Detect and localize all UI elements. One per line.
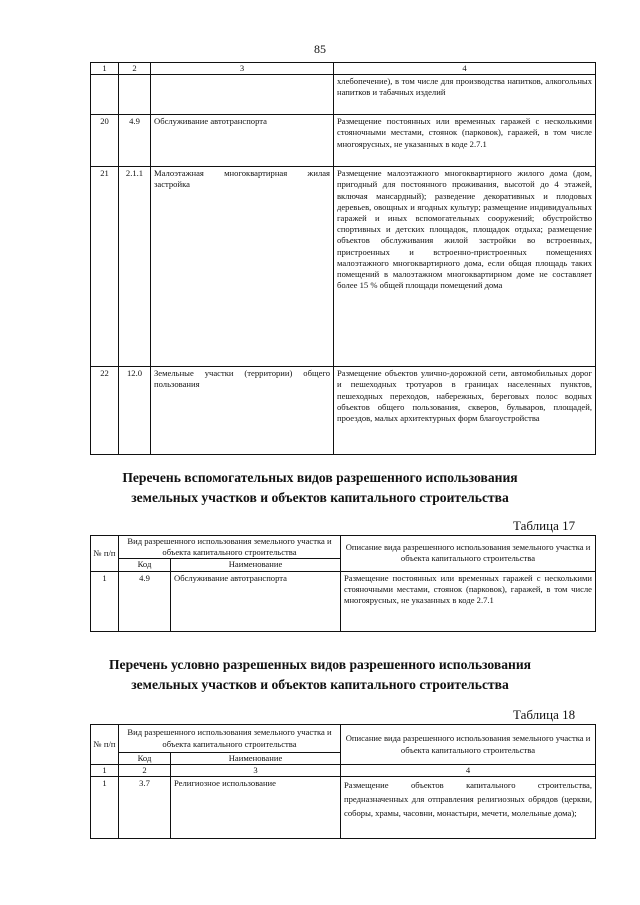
row-description: Размещение малоэтажного многоквартирного жилого дома (дом, пригодный для постоянного проживания, высотой до 4 этажей, включая мансардный); разведение декоративных и плодовых деревьев, овощных и ягодных культур; размещение индивидуальных гаражей и иных вспомогательных сооружений; обустройство спортивных и детских площадок, площадок отдыха; размещение объектов обслуживания жилой застройки во встроенных, пристроенных и встроенно-пристроенных помещениях малоэтажного многоквартирного дома, если общая площадь таких помещений в малоэтажном многоквартирном доме не составляет более 15 % общей площади помещений дома (334, 167, 596, 367)
row-name: Религиозное использование (171, 777, 341, 839)
table-header-row (91, 536, 596, 559)
header-land-use-type: Вид разрешенного использования земельного участка и объекта капитального строительства (119, 725, 341, 753)
section-heading-conditional (0, 655, 640, 695)
row-name: Обслуживание автотранспорта (171, 571, 341, 631)
table-18 (90, 724, 596, 839)
table-17 (90, 535, 596, 632)
table-18-caption: Таблица 18 (513, 707, 576, 722)
row-description: Размещение постоянных или временных гаражей с несколькими стояночными местами, стоянок (парковок), гаражей, в том числе многоярусных, не указанных в коде 2.7.1 (334, 115, 596, 167)
row-number: 1 (91, 571, 119, 631)
header-number: № п/п (91, 536, 119, 572)
row-number: 21 (91, 167, 119, 367)
header-code: Код (119, 559, 171, 571)
row-code: 12.0 (119, 367, 151, 455)
index-cell: 1 (91, 63, 119, 75)
header-description: Описание вида разрешенного использования земельного участка и объекта капитального строительства (341, 536, 596, 572)
row-number: 22 (91, 367, 119, 455)
header-land-use-type: Вид разрешенного использования земельного участка и объекта капитального строительства (119, 536, 341, 559)
row-number: 20 (91, 115, 119, 167)
row-code: 3.7 (119, 777, 171, 839)
row-number: 1 (91, 777, 119, 839)
row-code: 4.9 (119, 571, 171, 631)
row-code (119, 75, 151, 115)
section-heading-auxiliary (0, 468, 640, 508)
page-number: 85 (314, 42, 326, 56)
table-index-row (91, 63, 596, 75)
table-row (91, 167, 596, 367)
header-name: Наименование (171, 753, 341, 765)
table-index-row (91, 765, 596, 777)
index-cell: 3 (151, 63, 334, 75)
row-description: Размещение объектов улично-дорожной сети, автомобильных дорог и пешеходных тротуаров в границах населенных пунктов, пешеходных переходов, набережных, береговых полос водных объектов общего пользования, скверов, бульваров, площадей, проездов, малых архитектурных форм благоустройства (334, 367, 596, 455)
table-17-caption: Таблица 17 (513, 518, 576, 533)
table-header-row (91, 725, 596, 753)
row-number (91, 75, 119, 115)
header-description: Описание вида разрешенного использования земельного участка и объекта капитального строительства (341, 725, 596, 765)
index-cell: 1 (91, 765, 119, 777)
index-cell: 3 (171, 765, 341, 777)
row-description: хлебопечение), в том числе для производства напитков, алкогольных напитков и табачных изделий (334, 75, 596, 115)
heading-line: земельных участков и объектов капитального строительства (131, 490, 509, 505)
row-name: Малоэтажная многоквартирная жилая застройка (151, 167, 334, 367)
header-number: № п/п (91, 725, 119, 765)
table-row (91, 75, 596, 115)
row-code: 2.1.1 (119, 167, 151, 367)
table-row (91, 777, 596, 839)
index-cell: 4 (341, 765, 596, 777)
row-code: 4.9 (119, 115, 151, 167)
row-name: Земельные участки (территории) общего пользования (151, 367, 334, 455)
heading-line: Перечень вспомогательных видов разрешенного использования (122, 470, 518, 485)
header-name: Наименование (171, 559, 341, 571)
index-cell: 2 (119, 63, 151, 75)
heading-line: земельных участков и объектов капитального строительства (131, 677, 509, 692)
row-name (151, 75, 334, 115)
table-row (91, 115, 596, 167)
index-cell: 2 (119, 765, 171, 777)
row-description: Размещение объектов капитального строительства, предназначенных для отправления религиозных обрядов (церкви, соборы, храмы, часовни, монастыри, мечети, молельные дома); (341, 777, 596, 839)
header-code: Код (119, 753, 171, 765)
table-row (91, 571, 596, 631)
land-use-table-continued (90, 62, 596, 455)
table-row (91, 367, 596, 455)
heading-line: Перечень условно разрешенных видов разрешенного использования (108, 657, 532, 672)
index-cell: 4 (334, 63, 596, 75)
row-description: Размещение постоянных или временных гаражей с несколькими стояночными местами, стоянок (парковок), гаражей, в том числе многоярусных, не указанных в коде 2.7.1 (341, 571, 596, 631)
row-name: Обслуживание автотранспорта (151, 115, 334, 167)
